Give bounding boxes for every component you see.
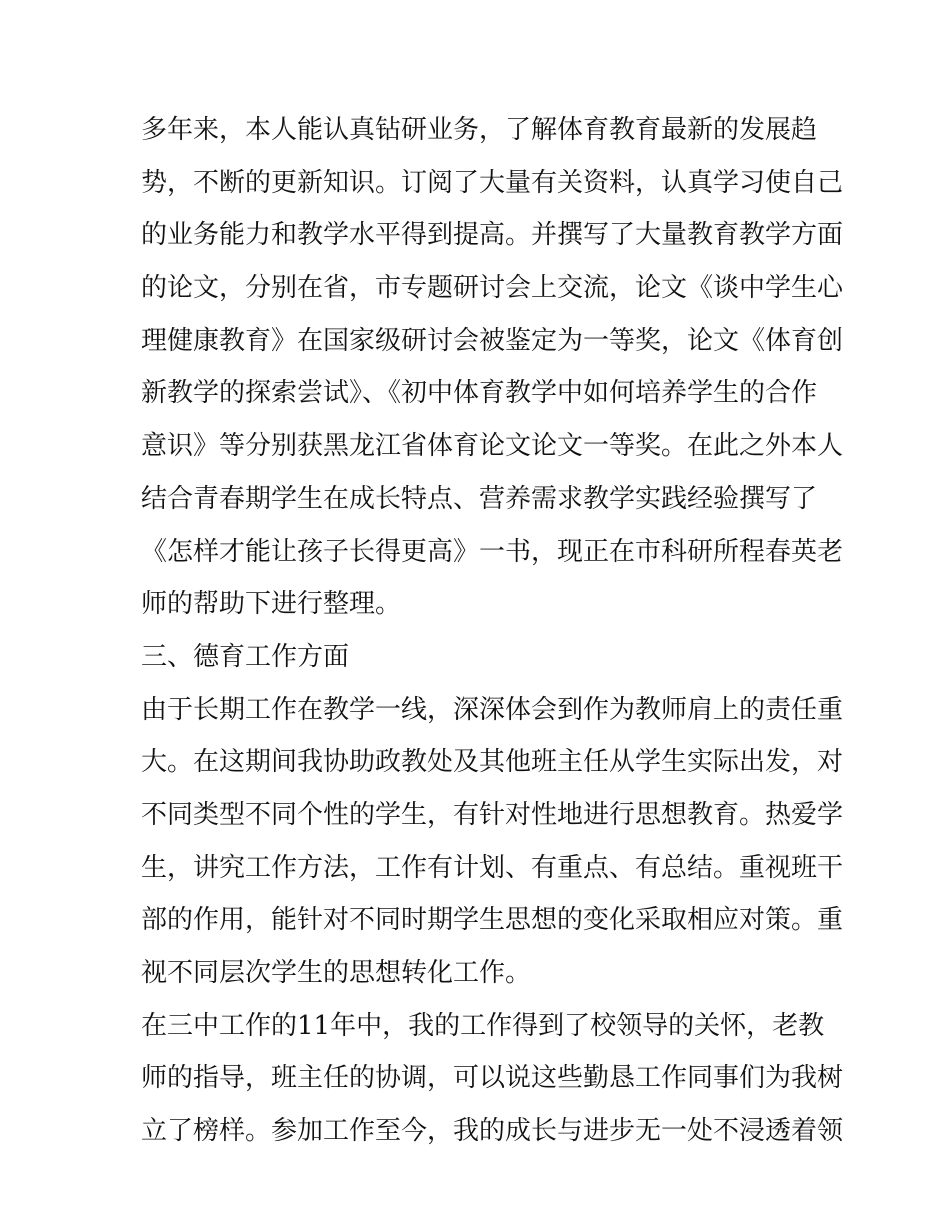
text-line: 大。在这期间我协助政教处及其他班主任从学生实际出发，对 — [141, 747, 844, 778]
document-body — [141, 104, 844, 1158]
text-line: 新教学的探索尝试》、《初中体育教学中如何培养学生的合作 — [141, 378, 818, 409]
text-line: 由于长期工作在教学一线，深深体会到作为教师肩上的责任重 — [141, 694, 844, 725]
text-line: 生，讲究工作方法，工作有计划、有重点、有总结。重视班干 — [141, 852, 844, 883]
text-line: 不同类型不同个性的学生，有针对性地进行思想教育。热爱学 — [141, 799, 844, 830]
text-line: 的业务能力和教学水平得到提高。并撰写了大量教育教学方面 — [141, 220, 844, 251]
text-line: 《怎样才能让孩子长得更高》一书，现正在市科研所程春英老 — [141, 536, 844, 567]
text-line: 意识》等分别获黑龙江省体育论文论文一等奖。在此之外本人 — [141, 431, 844, 462]
section-heading: 三、德育工作方面 — [141, 641, 350, 672]
text-line: 师的指导，班主任的协调，可以说这些勤恳工作同事们为我树 — [141, 1063, 844, 1094]
text-line: 结合青春期学生在成长特点、营养需求教学实践经验撰写了 — [141, 483, 818, 514]
text-line: 部的作用，能针对不同时期学生思想的变化采取相应对策。重 — [141, 905, 844, 936]
text-line: 立了榜样。参加工作至今，我的成长与进步无一处不浸透着领 — [141, 1116, 844, 1147]
text-line: 在三中工作的11年中，我的工作得到了校领导的关怀，老教 — [141, 1010, 825, 1041]
text-line: 的论文，分别在省，市专题研讨会上交流，论文《谈中学生心 — [141, 273, 844, 304]
text-line: 多年来，本人能认真钻研业务，了解体育教育最新的发展趋 — [141, 115, 818, 145]
text-line: 势，不断的更新知识。订阅了大量有关资料，认真学习使自己 — [141, 167, 844, 198]
text-line: 理健康教育》在国家级研讨会被鉴定为一等奖，论文《体育创 — [141, 325, 844, 356]
text-line: 师的帮助下进行整理。 — [141, 589, 402, 620]
text-line: 视不同层次学生的思想转化工作。 — [141, 958, 532, 988]
